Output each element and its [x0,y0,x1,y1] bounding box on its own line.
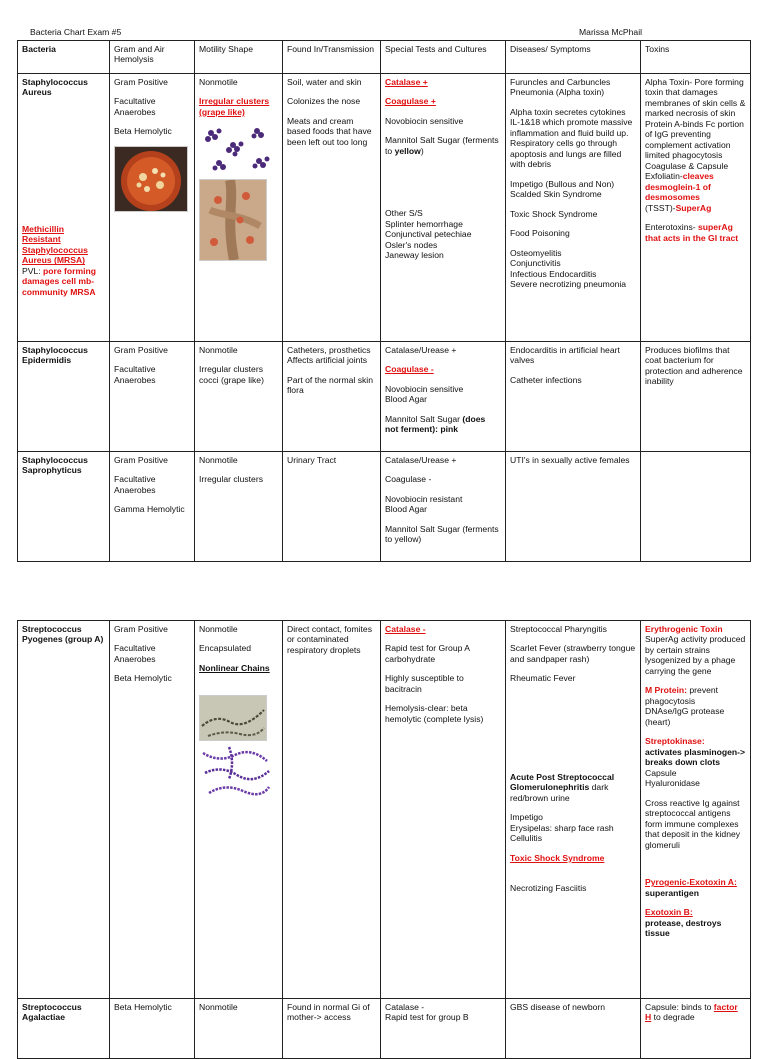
test-coagulase: Coagulase - [385,474,432,485]
cell-shape: Irregular clusters cocci (grape like) [199,364,264,385]
cell-motility [195,74,283,342]
cell-toxins [641,999,751,1059]
toxin-6a: Exotoxin B: [645,907,693,918]
toxin-2a: M Protein: [645,685,688,696]
hemolysis: Beta Hemolytic [114,673,172,684]
toxin-1b: SuperAg activity produced by certain strains lysogenized by a phage carrying the gene [645,634,746,676]
found-1: Urinary Tract [287,455,337,465]
gram-stain: Gram Positive [114,455,168,465]
gram-stain: Gram Positive [114,77,168,87]
cell-motility [195,999,283,1059]
ss-4: Janeway lesion [385,250,444,261]
cell-gram [110,999,195,1059]
cell-found [283,74,381,342]
cell-toxins [641,621,751,999]
document-header-right: Marissa McPhail [579,27,643,37]
col-header-tests: Special Tests and Cultures [381,41,506,74]
toxin-3: limited phagocytosis [645,150,723,161]
motility: Nonmotile [199,345,238,355]
hemolysis: Beta Hemolytic [114,1002,172,1012]
disease-8: Osteomyelitis [510,247,562,258]
cell-diseases [506,452,641,562]
ss-2: Conjunctival petechiae [385,229,472,240]
cell-bacteria: Streptococcus Agalactiae [18,999,110,1059]
motility: Nonmotile [199,1002,238,1012]
table-row-strep-pyogenes [18,621,751,999]
cell-diseases [506,74,641,342]
cell-diseases [506,999,641,1059]
cell-bacteria [18,74,110,342]
cell-toxins [641,342,751,452]
found-2: Affects artificial joints [287,355,368,366]
staph-table [17,40,751,562]
toxin-1: Alpha Toxin- Pore forming toxin that damages membranes of skin cells & marked necrosis of skin [645,77,746,119]
cell-tests [381,342,506,452]
col-header-diseases: Diseases/ Symptoms [506,41,641,74]
air-requirement: Facultative Anaerobes [114,96,156,117]
gram-stain-clusters-image [199,119,277,177]
disease-4b: dark red/brown urine [510,782,609,803]
disease-10: Infectious Endocarditis [510,268,597,279]
toxin-3c: Capsule [645,767,677,778]
disease-11: Severe necrotizing pneumonia [510,279,627,290]
test-catalase: Catalase/Urease + [385,455,457,465]
test-mannitol-a: Mannitol Salt Sugar [385,413,463,424]
toxin-4: Cross reactive Ig against streptococcal antigens form immune complexes that deposit in the kidney glomeruli [645,797,741,850]
bacteria-name: Staphylococcus Aureus [22,77,88,98]
disease-7: Cellulitis [510,833,542,844]
motility: Nonmotile [199,624,238,634]
test-mannitol-b: (does not ferment): pink [385,413,486,435]
cell-gram [110,342,195,452]
disease-5: Scalded Skin Syndrome [510,189,602,200]
test-hemolysis: Hemolysis-clear: beta hemolytic (complete lysis) [385,703,484,724]
disease-6: Erysipelas: sharp face rash [510,822,614,833]
found-2: Colonizes the nose [287,96,361,107]
staph-header-row [18,41,751,74]
cell-motility [195,342,283,452]
col-header-gram: Gram and Air Hemolysis [110,41,195,74]
electron-micrograph-image [199,179,267,261]
mrsa-pvl-text: pore forming damages cell mb-community MRSA [22,265,97,297]
cell-bacteria: Staphylococcus Epidermidis [18,342,110,452]
disease-6: Toxic Shock Syndrome [510,208,598,219]
gram-stain: Gram Positive [114,624,168,634]
found-1: Direct contact, fomites or contaminated respiratory droplets [287,624,373,655]
toxin-6b: protease, destroys tissue [645,917,722,939]
toxin-1: Erythrogenic Toxin [645,624,723,634]
cell-toxins [641,452,751,562]
cell-diseases [506,342,641,452]
mrsa-title: Methicillin Resistant Staphylococcus Aureus (MRSA) [22,223,88,266]
test-coagulase: Coagulase + [385,96,436,107]
test-rapid: Rapid test for Group A carbohydrate [385,643,470,664]
toxin-5b: cleaves desmoglein-1 of desmosomes [645,171,714,203]
disease-2: Scarlet Fever (strawberry tongue and sandpaper rash) [510,643,636,664]
cell-found [283,999,381,1059]
table-row-staph-epidermidis [18,342,751,452]
culture-plate-image [114,146,188,212]
toxin-2: Protein A-binds Fc portion of IgG preventing complement activation [645,118,744,150]
toxin-7b: superAg that acts in the GI tract [645,222,739,243]
air-requirement: Facultative Anaerobes [114,364,156,385]
col-header-found: Found In/Transmission [283,41,381,74]
toxin-1a: Capsule: binds to [645,1002,714,1012]
disease-2: Catheter infections [510,374,582,385]
strep-table [17,620,751,1059]
disease-4: Impetigo (Bullous and Non) [510,178,615,189]
found-3: Meats and cream based foods that have been left out too long [287,115,372,147]
cell-gram [110,74,195,342]
disease-4a: Acute Post Streptococcal Glomerulonephritis [510,771,615,793]
test-blood-agar: Blood Agar [385,504,428,515]
ss-1: Splinter hemorrhage [385,218,463,229]
cell-motility [195,452,283,562]
disease-7: Food Poisoning [510,228,570,239]
col-header-bacteria: Bacteria [18,41,110,74]
toxin-3d: Hyaluronidase [645,778,700,789]
toxin-5a: Pyrogenic-Exotoxin A: [645,877,737,888]
disease-2: Pneumonia (Alpha toxin) [510,87,605,98]
disease-9: Conjunctivitis [510,258,561,269]
test-catalase: Catalase - [385,1002,425,1012]
cell-tests [381,452,506,562]
motility: Nonmotile [199,455,238,465]
toxin-1b: factor H [645,1002,738,1023]
mrsa-pvl-label: PVL: [22,265,44,276]
table-row-strep-agalactiae [18,999,751,1059]
found-1: Found in normal Gi of mother-> access [287,1002,370,1023]
capsule: Encapsulated [199,643,252,654]
toxin-1: Produces biofilms that coat bacterium for protection and adherence inability [645,345,743,387]
test-catalase: Catalase + [385,77,428,87]
test-catalase: Catalase - [385,624,426,634]
cell-bacteria: Staphylococcus Saprophyticus [18,452,110,562]
cell-shape: Nonlinear Chains [199,662,270,673]
cell-gram [110,452,195,562]
gram-stain-chains-image [199,743,271,799]
test-catalase: Catalase/Urease + [385,345,457,355]
toxin-3a: Streptokinase: [645,736,705,747]
disease-1: Streptococcal Pharyngitis [510,624,607,634]
cell-tests [381,621,506,999]
test-novobiocin: Novobiocin sensitive [385,115,464,126]
hemolysis: Gamma Hemolytic [114,504,185,515]
found-1: Soil, water and skin [287,77,362,87]
document-header-left: Bacteria Chart Exam #5 [30,27,122,37]
cell-motility [195,621,283,999]
disease-5: Impetigo [510,812,543,823]
gram-stain: Gram Positive [114,345,168,355]
cell-shape: Irregular clusters [199,474,263,485]
disease-9: Necrotizing Fasciitis [510,883,587,894]
found-1: Catheters, prosthetics [287,345,371,355]
test-bacitracin: Highly susceptible to bacitracin [385,673,464,694]
test-mannitol-c: ) [420,145,424,156]
motility: Nonmotile [199,77,238,87]
disease-1: GBS disease of newborn [510,1002,606,1012]
cell-found [283,621,381,999]
cell-gram [110,621,195,999]
toxin-3b: activates plasminogen-> breaks down clots [645,746,746,768]
cell-toxins [641,74,751,342]
cell-diseases [506,621,641,999]
test-novobiocin: Novobiocin resistant [385,493,463,504]
toxin-5b: superantigen [645,887,699,898]
disease-1: UTI's in sexually active females [510,455,630,465]
toxin-2c: DNAse/IgG protease (heart) [645,706,725,727]
test-coagulase: Coagulase - [385,364,434,375]
disease-8: Toxic Shock Syndrome [510,852,605,863]
toxin-6b: SuperAg [675,202,712,213]
test-rapid: Rapid test for group B [385,1012,469,1023]
cell-tests [381,74,506,342]
found-3: Part of the normal skin flora [287,374,373,396]
disease-1: Furuncles and Carbuncles [510,77,611,87]
ss-3: Osler's nodes [385,239,438,250]
cell-found [283,342,381,452]
toxin-4: Coagulase & Capsule [645,160,729,171]
air-requirement: Facultative Anaerobes [114,474,156,495]
disease-1: Endocarditis in artificial heart valves [510,345,620,366]
col-header-toxins: Toxins [641,41,751,74]
table-row-staph-saprophyticus [18,452,751,562]
chain-micrograph-image [199,695,267,741]
toxin-1c: to degrade [651,1012,695,1023]
toxin-7a: Enterotoxins- [645,222,699,233]
air-requirement: Facultative Anaerobes [114,643,156,664]
test-mannitol-a: Mannitol Salt Sugar (ferments to [385,135,499,156]
hemolysis: Beta Hemolytic [114,126,172,137]
toxin-5a: Exfoliatin- [645,171,683,182]
cell-found [283,452,381,562]
disease-3: Rheumatic Fever [510,673,576,684]
toxin-6a: (TSST)- [645,202,676,213]
test-mannitol: Mannitol Salt Sugar (ferments to yellow) [385,523,499,545]
disease-3: Alpha toxin secretes cytokines IL-1&18 which promote massive inflammation and fluid build up. Respiratory cells go through apoptosis and lungs are filled with debris [510,106,633,170]
cell-tests [381,999,506,1059]
test-novobiocin: Novobiocin sensitive [385,383,464,394]
toxin-2b: prevent phagocytosis [645,685,719,706]
test-mannitol-b: yellow [394,145,421,156]
col-header-motility: Motility Shape [195,41,283,74]
cell-bacteria: Streptococcus Pyogenes (group A) [18,621,110,999]
table-row-staph-aureus [18,74,751,342]
test-blood-agar: Blood Agar [385,394,428,405]
other-ss: Other S/S [385,208,423,219]
cell-shape: Irregular clusters (grape like) [199,96,270,117]
